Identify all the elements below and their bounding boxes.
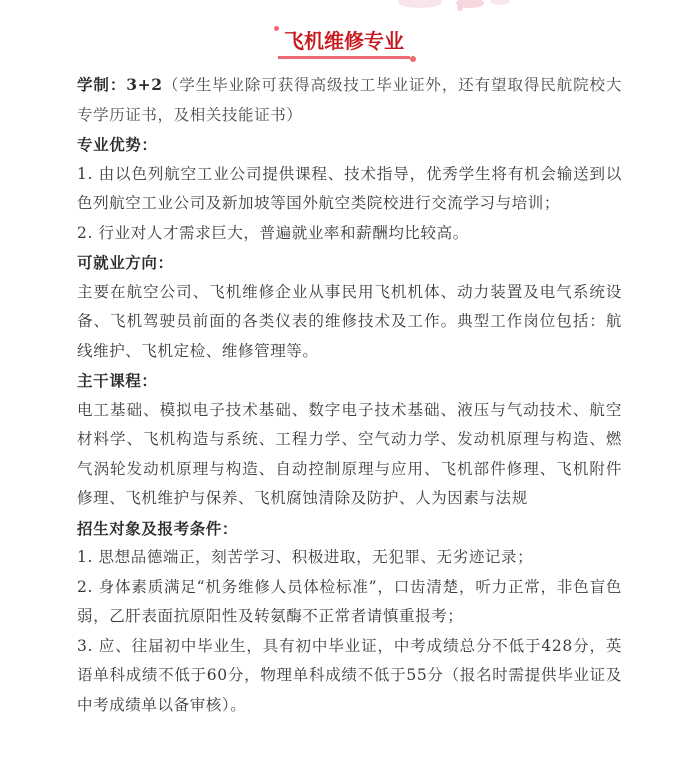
- admission-item-3: 3. 应、往届初中毕业生，具有初中毕业证，中考成绩总分不低于428分，英语单科成绩不低于60分，物理单科成绩不低于55分（报名时需提供毕业证及中考成绩单以备审核）。: [77, 636, 622, 714]
- title-dot-left: [274, 26, 279, 31]
- title-section: [0, 22, 688, 66]
- admission-item-2: 2. 身体素质满足“机务维修人员体检标准”，口齿清楚，听力正常，非色盲色弱，乙肝表面抗原阳性及转氨酶不正常者请慎重报考；: [77, 577, 622, 625]
- program-length-value: 3+2: [126, 75, 163, 94]
- program-length: [77, 70, 622, 130]
- title-dot-right: [410, 56, 416, 62]
- admission-heading: 招生对象及报考条件：: [77, 518, 239, 538]
- employment-text: 主要在航空公司、飞机维修企业从事民用飞机机体、动力装置及电气系统设备、飞机驾驶员前面的各类仪表的维修技术及工作。典型工作岗位包括：航线维护、飞机定检、维修管理等。: [77, 282, 622, 360]
- program-length-label: 学制：: [77, 75, 127, 94]
- employment-heading: 可就业方向：: [77, 253, 174, 272]
- advantages-item-1: 1. 由以色列航空工业公司提供课程、技术指导，优秀学生将有机会输送到以色列航空工业公司及新加坡等国外航空类院校进行交流学习与培训；: [77, 164, 622, 212]
- courses-heading: 主干课程：: [77, 371, 158, 390]
- advantages-item-2: 2. 行业对人才需求巨大，普遍就业率和薪酬均比较高。: [77, 223, 469, 242]
- advantages-heading: 专业优势：: [77, 135, 158, 154]
- title-underline: [278, 56, 410, 59]
- article-body: [77, 70, 622, 720]
- courses-text: 电工基础、模拟电子技术基础、数字电子技术基础、液压与气动技术、航空材料学、飞机构造与系统、工程力学、空气动力学、发动机原理与构造、燃气涡轮发动机原理与构造、自动控制原理与应用、飞机部件修理、飞机附件修理、飞机维护与保养、飞机腐蚀清除及防护、人为因素与法规: [77, 400, 622, 507]
- top-floral-decoration: [0, 0, 688, 20]
- admission-item-1: 1. 思想品德端正，刻苦学习、积极进取，无犯罪、无劣迹记录；: [77, 548, 534, 566]
- program-length-note: （学生毕业除可获得高级技工毕业证外，还有望取得民航院校大专学历证书，及相关技能证书）: [77, 76, 622, 124]
- page-title: 飞机维修专业: [284, 29, 404, 53]
- title-box: [274, 22, 414, 62]
